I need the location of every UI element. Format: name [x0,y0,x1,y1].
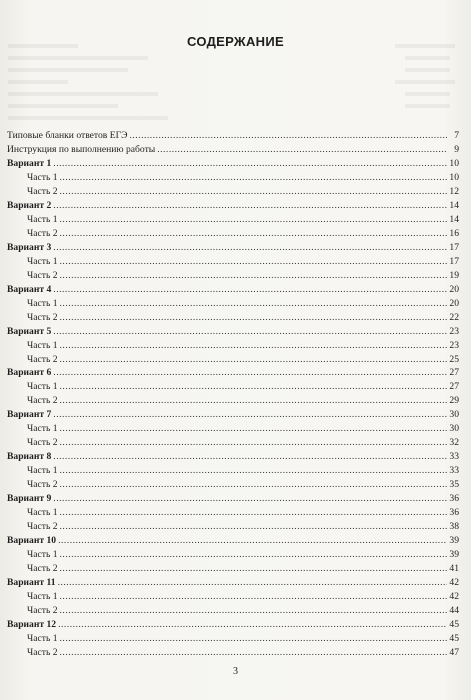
dot-leader [53,492,447,506]
toc-part-entry[interactable] [7,394,459,408]
toc-entry-label: Часть 1 [27,339,58,351]
dot-leader [60,506,447,520]
toc-part-entry[interactable] [7,422,459,436]
toc-entry-label: Вариант 1 [7,157,52,169]
toc-variant-entry[interactable] [7,157,459,171]
toc-entry-page: 10 [449,171,459,183]
toc-entry-page: 20 [449,297,459,309]
toc-entry-label: Типовые бланки ответов ЕГЭ [7,130,128,141]
toc-part-entry[interactable] [7,185,459,199]
toc-entry-label: Часть 1 [27,213,58,225]
toc-entry-label: Вариант 11 [7,577,56,588]
toc-entry-page: 27 [449,367,459,379]
toc-entry-label: Часть 1 [27,507,58,519]
toc-entry-label: Вариант 2 [7,199,52,211]
dot-leader [60,227,447,241]
toc-entry-label: Вариант 10 [7,535,57,547]
dot-leader [53,283,447,297]
toc-variant-entry[interactable] [7,618,459,632]
toc-entry-label: Часть 2 [27,479,58,491]
dot-leader [60,185,447,199]
toc-entry-label: Вариант 3 [7,241,52,253]
toc-intro-entry[interactable] [7,143,459,157]
toc-entry-label: Вариант 9 [7,493,52,505]
dot-leader [60,520,447,534]
toc-entry-label: Часть 2 [27,521,58,533]
toc-part-entry[interactable] [7,213,459,227]
toc-entry-page: 44 [449,604,459,616]
toc-entry-label: Часть 1 [27,255,58,267]
toc-entry-label: Часть 1 [27,297,58,309]
toc-entry-page: 23 [449,325,459,337]
dot-leader [60,464,447,478]
toc-entry-page: 30 [449,409,459,421]
toc-entry-label: Часть 1 [27,590,58,602]
toc-variant-entry[interactable] [7,283,459,297]
toc-part-entry[interactable] [7,604,459,618]
toc-entry-page: 27 [449,381,459,393]
toc-entry-page: 14 [449,199,459,211]
dot-leader [53,366,447,380]
toc-entry-page: 45 [449,632,459,644]
dot-leader [53,199,447,213]
toc-entry-page: 38 [449,521,459,533]
toc-part-entry[interactable] [7,632,459,646]
toc-variant-entry[interactable] [7,325,459,339]
toc-entry-label: Часть 1 [27,549,58,561]
toc-part-entry[interactable] [7,520,459,534]
dot-leader [60,646,447,660]
toc-entry-page: 36 [449,493,459,505]
dot-leader [60,339,447,353]
toc-entry-page: 19 [449,269,459,281]
toc-entry-label: Вариант 8 [7,451,52,463]
toc-entry-label: Часть 1 [27,423,58,435]
dot-leader [60,604,447,618]
dot-leader [60,394,447,408]
toc-part-entry[interactable] [7,464,459,478]
toc-entry-page: 23 [449,339,459,351]
dot-leader [60,590,447,604]
toc-entry-page: 45 [449,618,459,630]
toc-part-entry[interactable] [7,646,459,660]
toc-part-entry[interactable] [7,255,459,269]
toc-entry-label: Часть 2 [27,395,58,407]
dot-leader [129,129,447,143]
toc-entry-page: 42 [449,590,459,602]
toc-entry-page: 39 [449,535,459,547]
toc-entry-label: Часть 2 [27,311,58,323]
toc-entry-page: 17 [449,241,459,253]
toc-entry-label: Часть 2 [27,269,58,281]
toc-part-entry[interactable] [7,380,459,394]
dot-leader [58,618,447,632]
toc-entry-label: Часть 2 [27,604,58,616]
dot-leader [60,353,447,367]
toc-part-entry[interactable] [7,171,459,185]
toc-part-entry[interactable] [7,311,459,325]
dot-leader [60,632,447,646]
dot-leader [53,408,447,422]
toc-entry-page: 47 [449,646,459,658]
toc-entry-label: Часть 1 [27,381,58,393]
toc-entry-page: 41 [449,563,459,575]
dot-leader [53,157,447,171]
toc-entry-page: 39 [449,549,459,561]
table-of-contents [7,129,459,660]
dot-leader [60,478,447,492]
toc-part-entry[interactable] [7,297,459,311]
toc-entry-page: 33 [449,465,459,477]
toc-part-entry[interactable] [7,339,459,353]
toc-entry-page: 36 [449,507,459,519]
dot-leader [60,380,447,394]
toc-variant-entry[interactable] [7,366,459,380]
toc-entry-page: 14 [449,213,459,225]
toc-entry-label: Вариант 12 [7,618,57,630]
toc-variant-entry[interactable] [7,408,459,422]
dot-leader [60,213,447,227]
toc-entry-page: 33 [449,451,459,463]
toc-entry-label: Часть 1 [27,465,58,477]
toc-entry-page: 22 [449,311,459,323]
toc-entry-label: Часть 2 [27,437,58,449]
toc-entry-label: Часть 1 [27,632,58,644]
dot-leader [60,562,447,576]
page-title: СОДЕРЖАНИЕ [187,34,284,49]
toc-variant-entry[interactable] [7,576,459,590]
dot-leader [157,143,447,157]
toc-entry-label: Часть 2 [27,227,58,239]
toc-entry-page: 25 [449,353,459,365]
dot-leader [60,269,447,283]
toc-entry-page: 16 [449,227,459,239]
toc-entry-label: Часть 2 [27,353,58,365]
dot-leader [60,311,447,325]
dot-leader [60,171,447,185]
toc-entry-page: 10 [449,157,459,169]
toc-entry-label: Часть 1 [27,171,58,183]
dot-leader [53,450,447,464]
toc-part-entry[interactable] [7,590,459,604]
toc-variant-entry[interactable] [7,450,459,464]
toc-entry-label: Вариант 4 [7,283,52,295]
page-number: 3 [233,666,238,677]
toc-entry-label: Вариант 6 [7,367,52,379]
toc-entry-page: 17 [449,255,459,267]
toc-variant-entry[interactable] [7,534,459,548]
dot-leader [60,255,447,269]
toc-part-entry[interactable] [7,562,459,576]
dot-leader [53,325,447,339]
toc-intro-entry[interactable] [7,129,459,143]
toc-entry-page: 7 [454,130,459,141]
toc-variant-entry[interactable] [7,241,459,255]
toc-part-entry[interactable] [7,506,459,520]
toc-entry-label: Часть 2 [27,185,58,197]
toc-part-entry[interactable] [7,548,459,562]
toc-entry-page: 32 [449,437,459,449]
toc-entry-page: 30 [449,423,459,435]
toc-entry-label: Вариант 7 [7,409,52,421]
dot-leader [53,241,447,255]
toc-entry-page: 9 [454,143,459,155]
toc-variant-entry[interactable] [7,199,459,213]
toc-entry-page: 42 [449,577,459,588]
toc-part-entry[interactable] [7,478,459,492]
dot-leader [58,534,447,548]
dot-leader [60,297,447,311]
dot-leader [60,436,447,450]
toc-part-entry[interactable] [7,353,459,367]
dot-leader [58,576,447,590]
toc-entry-label: Часть 2 [27,563,58,575]
toc-entry-label: Вариант 5 [7,325,52,337]
toc-part-entry[interactable] [7,227,459,241]
toc-entry-page: 20 [449,283,459,295]
toc-entry-page: 35 [449,479,459,491]
dot-leader [60,548,447,562]
bleed-through-text [0,40,471,130]
toc-entry-page: 12 [449,185,459,197]
toc-variant-entry[interactable] [7,492,459,506]
toc-entry-label: Часть 2 [27,646,58,658]
toc-part-entry[interactable] [7,436,459,450]
toc-entry-page: 29 [449,395,459,407]
dot-leader [60,422,447,436]
toc-part-entry[interactable] [7,269,459,283]
toc-entry-label: Инструкция по выполнению работы [7,143,156,155]
